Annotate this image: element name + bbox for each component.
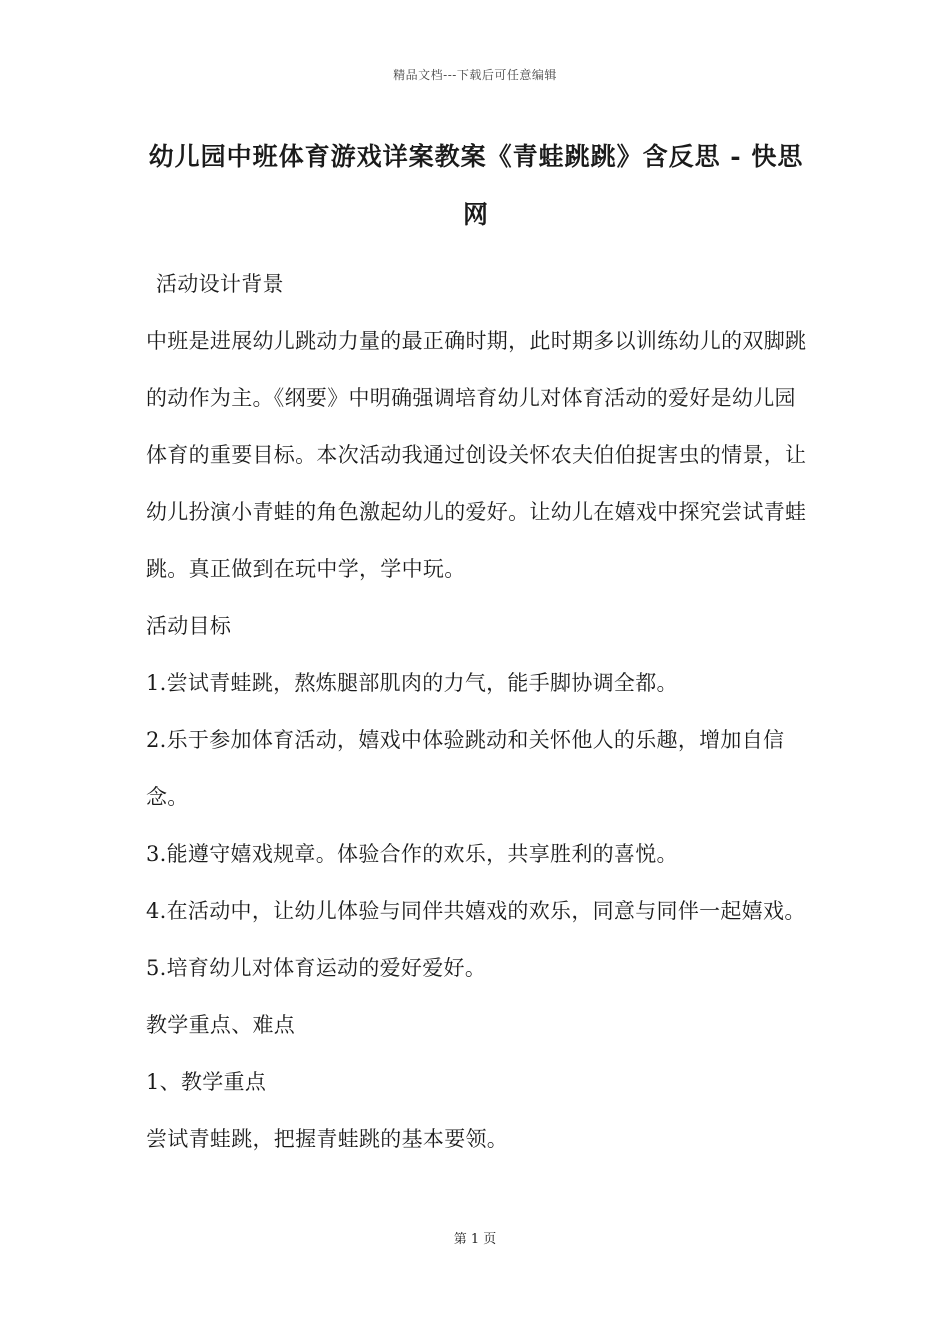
page-number: 第 1 页 [453, 1232, 497, 1247]
paragraph-teaching-focus: 尝试青蛙跳，把握青蛙跳的基本要领。 [146, 1127, 509, 1151]
goal-item-5: 5.培育幼儿对体育运动的爱好爱好。 [146, 956, 487, 980]
section-heading-background: 活动设计背景 [156, 272, 284, 296]
goal-item-3: 3.能遵守嬉戏规章。体验合作的欢乐，共享胜利的喜悦。 [146, 842, 678, 866]
paragraph-background: 中班是进展幼儿跳动力量的最正确时期，此时期多以训练幼儿的双脚跳的动作为主。《纲要》中明确强调培育幼儿对体育活动的爱好是幼儿园体育的重要目标。本次活动我通过创设关怀农夫伯伯捉害虫的情景，让幼儿扮演小青蛙的角色激起幼儿的爱好。让幼儿在嬉戏中探究尝试青蛙跳。真正做到在玩中学，学中玩。 [146, 329, 807, 581]
header-note: 精品文档---下载后可任意编辑 [393, 68, 557, 82]
goal-item-1: 1.尝试青蛙跳，熬炼腿部肌肉的力气，能手脚协调全都。 [146, 671, 678, 695]
document-body [146, 256, 808, 1168]
goal-item-2: 2.乐于参加体育活动，嬉戏中体验跳动和关怀他人的乐趣，增加自信念。 [146, 728, 785, 809]
section-heading-goals: 活动目标 [146, 614, 232, 638]
goal-item-4: 4.在活动中，让幼儿体验与同伴共嬉戏的欢乐，同意与同伴一起嬉戏。 [146, 899, 806, 923]
section-heading-key-points: 教学重点、难点 [146, 1013, 296, 1037]
document-title: 幼儿园中班体育游戏详案教案《青蛙跳跳》含反思 - 快思网 [148, 142, 804, 229]
subheading-teaching-focus: 1、教学重点 [146, 1070, 267, 1094]
